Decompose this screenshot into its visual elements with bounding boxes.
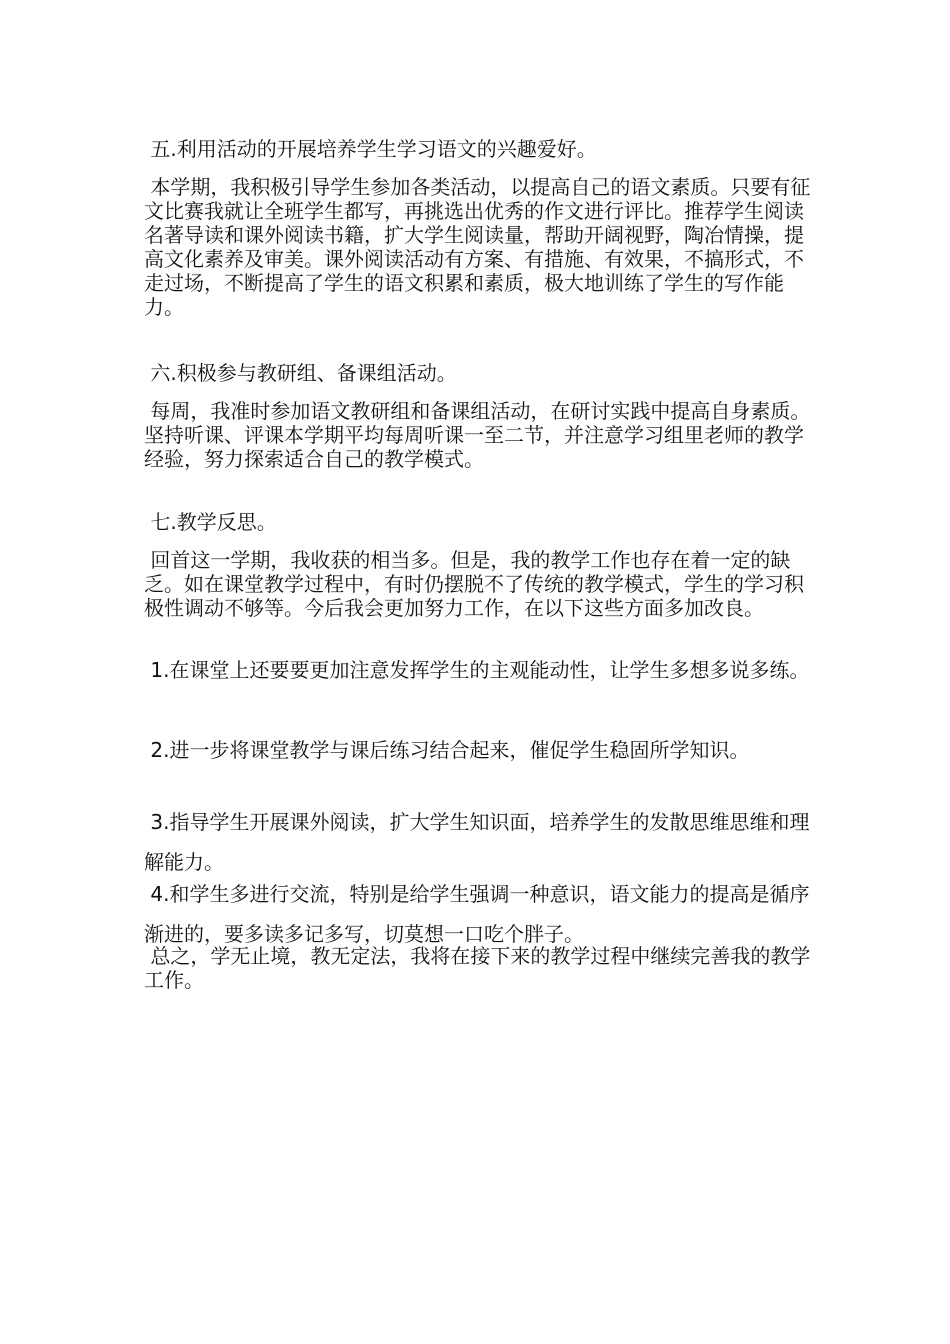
section-heading-7: 七.教学反思。 — [144, 510, 277, 534]
document-page — [144, 0, 820, 1344]
paragraph-5: 本学期，我积极引导学生参加各类活动，以提高自己的语文素质。只要有征文比赛我就让全班学生都写，再挑选出优秀的作文进行评比。推荐学生阅读名著导读和课外阅读书籍，扩大学生阅读量，帮助开阔视野，陶冶情操，提高文化素养及审美。课外阅读活动有方案、有措施、有效果，不搞形式，不走过场，不断提高了学生的语文积累和素质，极大地训练了学生的写作能力。 — [144, 175, 811, 319]
paragraph-7: 回首这一学期，我收获的相当多。但是，我的教学工作也存在着一定的缺乏。如在课堂教学过程中，有时仍摆脱不了传统的教学模式，学生的学习积极性调动不够等。今后我会更加努力工作，在以下这些方面多加改良。 — [144, 548, 804, 620]
list-item-3: 3.指导学生开展课外阅读，扩大学生知识面，培养学生的发散思维思维和理解能力。 — [144, 810, 810, 874]
section-heading-5: 五.利用活动的开展培养学生学习语文的兴趣爱好。 — [144, 137, 597, 161]
list-item-1: 1.在课堂上还要要更加注意发挥学生的主观能动性，让学生多想多说多练。 — [144, 658, 810, 682]
list-item-2: 2.进一步将课堂教学与课后练习结合起来，催促学生稳固所学知识。 — [144, 738, 750, 762]
list-item-4: 4.和学生多进行交流，特别是给学生强调一种意识，语文能力的提高是循序渐进的，要多读多记多写，切莫想一口吃个胖子。 — [144, 882, 810, 946]
section-heading-6: 六.积极参与教研组、备课组活动。 — [144, 361, 457, 385]
conclusion-paragraph: 总之，学无止境，教无定法，我将在接下来的教学过程中继续完善我的教学工作。 — [144, 944, 811, 992]
paragraph-6: 每周，我准时参加语文教研组和备课组活动，在研讨实践中提高自身素质。坚持听课、评课本学期平均每周听课一至二节，并注意学习组里老师的教学经验，努力探索适合自己的教学模式。 — [144, 399, 811, 471]
